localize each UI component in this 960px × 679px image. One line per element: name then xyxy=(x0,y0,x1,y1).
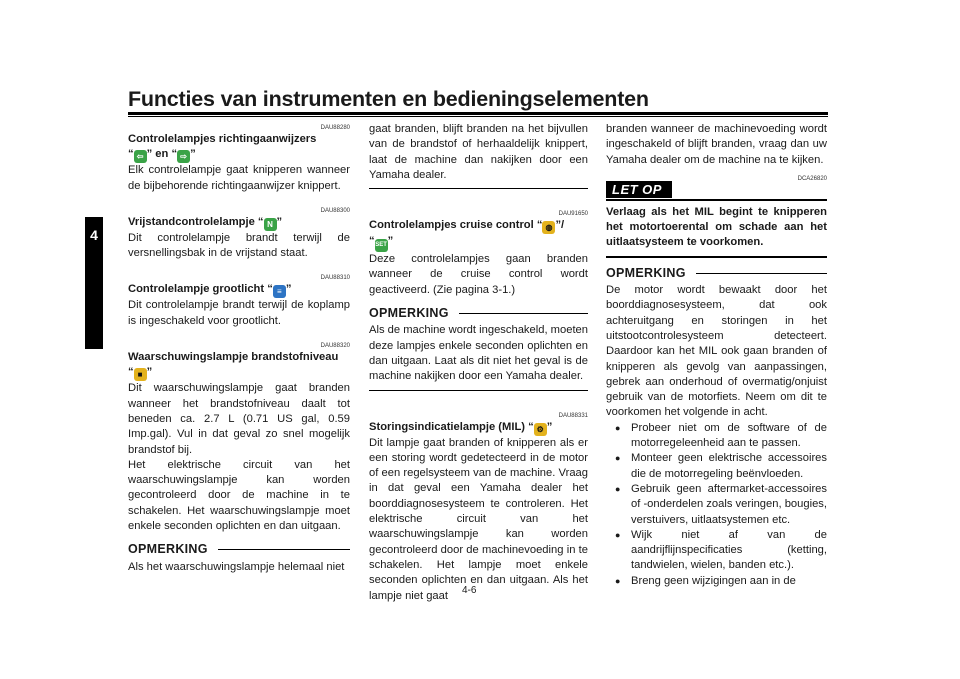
quote: ” xyxy=(285,283,292,296)
heading-text: Controlelampjes cruise control “ xyxy=(369,219,543,232)
quote: “ xyxy=(128,148,134,161)
list-item: ● Monteer geen elektrische accessoires die de motorregeling beënvloeden. xyxy=(606,451,827,482)
section-body: gaat branden, blijft branden na het bijvullen van de brandstof of herhaaldelijk knippert, laat de machine dan nakijken door een Yamaha dealer. xyxy=(369,123,588,181)
arrow-right-icon: ⇨ xyxy=(177,150,190,163)
note-heading xyxy=(128,542,350,557)
quote: “ xyxy=(128,366,134,379)
note-end-rule xyxy=(369,188,588,189)
quote: ” xyxy=(387,235,394,248)
note-rule xyxy=(459,313,588,314)
note-heading xyxy=(606,266,827,281)
note-end-rule xyxy=(369,390,588,391)
section-body: branden wanneer de machinevoeding wordt ingeschakeld of blijft branden, vraag dan uw Yamaha dealer om de machine na te kijken. xyxy=(606,123,827,166)
section-body: Dit waarschuwingslampje gaat branden wanneer het brandstofniveau daalt tot beneden ca. 2.7 L (0.71 US gal, 0.59 Imp.gal). Vul in dat geval zo snel mogelijk brandstof bij. xyxy=(128,382,350,456)
caution-header xyxy=(606,175,827,199)
caution-label: LET OP xyxy=(606,181,672,198)
section-code: DAU88280 xyxy=(320,125,350,131)
section-code: DAU88310 xyxy=(320,275,350,282)
note-label: OPMERKING xyxy=(606,265,686,280)
page-title: Functies van instrumenten en bedieningselementen xyxy=(128,87,649,111)
section-body: Dit controlelampje brandt terwijl de koplamp is ingeschakeld voor grootlicht. xyxy=(128,299,350,327)
section-heading xyxy=(128,215,350,231)
fuel-icon: ■ xyxy=(134,368,147,381)
column-3 xyxy=(606,122,827,589)
quote: ” xyxy=(146,366,153,379)
engine-icon: ⚙ xyxy=(534,423,547,436)
note-rule xyxy=(696,273,827,274)
note-body: De motor wordt bewaakt door het boorddiagnosesysteem, dat ook achteruitgang en storingen in het uitstootcontrolesysteem detecteert. Daardoor kan het MIL ook gaan branden of knipperen als gevolg van aanpassingen, gebrek aan onderhoud of overmatig/onjuist gebruik van de motorfiets. Neem om dit te voorkomen het volgende in acht. xyxy=(606,284,827,419)
column-1 xyxy=(128,122,350,575)
caution-body: Verlaag als het MIL begint te knipperen het motortoerental om schade aan het uitlaatsysteem te voorkomen. xyxy=(606,205,827,249)
quote: ”/ xyxy=(555,219,565,232)
set-icon: SET xyxy=(375,239,388,252)
note-rule xyxy=(218,549,350,550)
section-heading xyxy=(369,420,588,436)
list-item: ● Gebruik geen aftermarket-accessoires of -onderdelen zoals veringen, bougies, verstuivers, uitlaatsystemen etc. xyxy=(606,482,827,528)
heading-text: Storingsindicatielampje (MIL) “ xyxy=(369,420,534,433)
quote: ” en “ xyxy=(146,148,178,161)
section-body: Deze controlelampjes gaan branden wanneer de cruise control wordt geactiveerd. (Zie pagina 3-1.) xyxy=(369,253,588,296)
note-label: OPMERKING xyxy=(128,542,208,557)
cruise-control-icon: ◍ xyxy=(542,221,555,234)
section-heading: Waarschuwingslampje brandstofniveau xyxy=(128,351,339,364)
list-item: ● Breng geen wijzigingen aan in de xyxy=(606,574,827,589)
section-code: DAU91650 xyxy=(558,211,588,218)
neutral-icon: N xyxy=(264,218,277,231)
section-heading-icons xyxy=(128,365,350,381)
caution-rule xyxy=(606,199,827,201)
header-rule-thin xyxy=(128,116,828,117)
section-code: DCA26820 xyxy=(797,175,827,182)
section-heading-icons xyxy=(128,147,350,163)
arrow-left-icon: ⇦ xyxy=(134,150,147,163)
note-body: Als het waarschuwingslampje helemaal niet xyxy=(128,560,345,573)
quote: ” xyxy=(546,420,553,433)
section-body: Dit lampje gaat branden of knipperen als er een storing wordt gedetecteerd in de motor of een regelsysteem van de machine. Vraag in dat geval een Yamaha dealer het boorddiagnosesysteem te controleren. Het elektrische circuit van het waarschuwingslampje kan worden gecontroleerd door de machinevoeding in te schakelen. Het lampje moet enkele seconden oplichten en dan uitgaan. Als het lampje niet gaat xyxy=(369,436,588,602)
section-code: DAU88320 xyxy=(320,343,350,350)
section-body: Het elektrische circuit van het waarschuwingslampje kan worden gecontroleerd door de machine in te schakelen. Het waarschuwingslampje moet enkele seconden oplichten en dan uitgaan. xyxy=(128,458,350,533)
header-rule xyxy=(128,112,828,115)
note-label: OPMERKING xyxy=(369,306,449,321)
section-body: Elk controlelampje gaat knipperen wanneer de bijbehorende richtingaanwijzer knippert. xyxy=(128,164,350,192)
quote: ” xyxy=(190,148,196,161)
quote: ” xyxy=(276,215,283,228)
high-beam-icon: ≡ xyxy=(273,285,286,298)
heading-text: Controlelampje grootlicht “ xyxy=(128,283,273,296)
section-code: DAU88300 xyxy=(320,207,350,214)
section-heading xyxy=(128,282,350,298)
section-heading-icons xyxy=(369,234,588,252)
chapter-tab: 4 xyxy=(85,217,103,349)
column-2 xyxy=(369,122,588,604)
quote: “ xyxy=(369,235,375,248)
list-item: ● Probeer niet om de software of de motorregeleenheid aan te passen. xyxy=(606,421,827,452)
page-number: 4-6 xyxy=(462,585,477,596)
section-code: DAU88331 xyxy=(558,412,588,419)
caution-end-rule xyxy=(606,256,827,258)
heading-text: Vrijstandcontrolelampje “ xyxy=(128,215,264,228)
bullet-list xyxy=(606,421,827,589)
note-body: Als de machine wordt ingeschakeld, moeten deze lampjes enkele seconden oplichten en dan uitgaan. Laat als dit niet het geval is de machine nakijken door een Yamaha dealer. xyxy=(369,324,588,383)
note-heading xyxy=(369,306,588,321)
list-item: ● Wijk niet af van de aandrijflijnspecificaties (ketting, tandwielen, wielen, banden etc.). xyxy=(606,528,827,574)
section-body: Dit controlelampje brandt terwijl de versnellingsbak in de vrijstand staat. xyxy=(128,231,350,260)
section-heading: Controlelampjes richtingaanwijzers xyxy=(128,133,317,145)
section-heading xyxy=(369,218,588,234)
